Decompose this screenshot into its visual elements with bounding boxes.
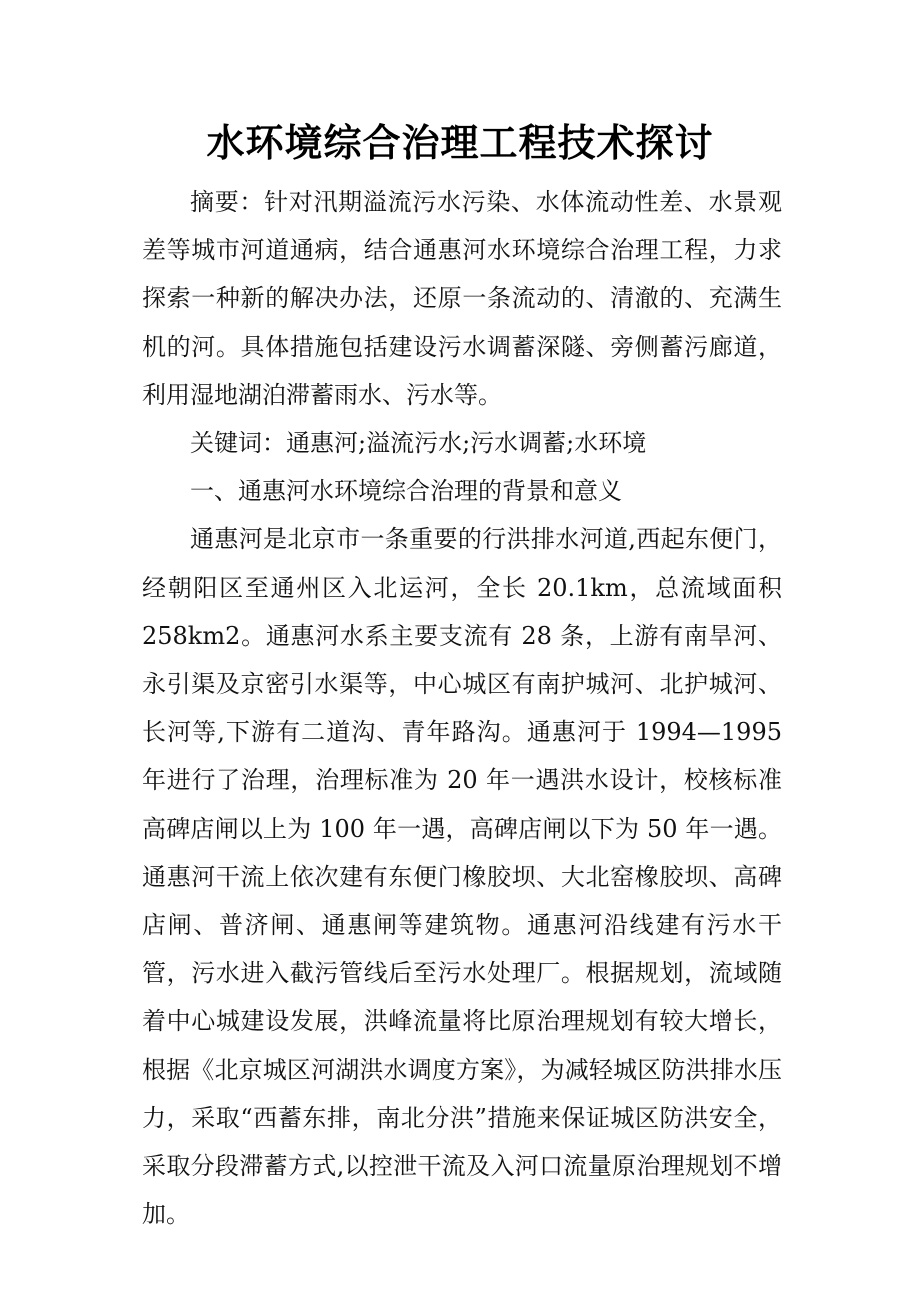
document-body	[142, 178, 782, 1238]
section-heading: 一、通惠河水环境综合治理的背景和意义	[190, 477, 622, 506]
document-title: 水环境综合治理工程技术探讨	[206, 120, 714, 165]
body-paragraph: 通惠河是北京市一条重要的行洪排水河道,西起东便门，经朝阳区至通州区入北运河，全长 20.1km，总流域面积258km2。通惠河水系主要支流有 28 条，上游有南旱河、永引渠及京密引水渠等，中心城区有南护城河、北护城河、长河等,下游有二道沟、青年路沟。通惠河于 1994—1995 年进行了治理，治理标准为 20 年一遇洪水设计，校核标准高碑店闸以上为 100 年一遇，高碑店闸以下为 50 年一遇。通惠河干流上依次建有东便门橡胶坝、大北窑橡胶坝、高碑店闸、普济闸、通惠闸等建筑物。通惠河沿线建有污水干管，污水进入截污管线后至污水处理厂。根据规划，流域随着中心城建设发展，洪峰流量将比原治理规划有较大增长，根据《北京城区河湖洪水调度方案》，为减轻城区防洪排水压力，采取“西蓄东排，南北分洪”措施来保证城区防洪安全，采取分段滞蓄方式,以控泄干流及入河口流量原治理规划不增加。	[142, 525, 782, 1229]
abstract-paragraph: 摘要：针对汛期溢流污水污染、水体流动性差、水景观差等城市河道通病，结合通惠河水环境综合治理工程，力求探索一种新的解决办法，还原一条流动的、清澈的、充满生机的河。具体措施包括建设污水调蓄深隧、旁侧蓄污廊道，利用湿地湖泊滞蓄雨水、污水等。	[142, 188, 782, 409]
keywords-paragraph: 关键词：通惠河;溢流污水;污水调蓄;水环境	[190, 429, 647, 458]
